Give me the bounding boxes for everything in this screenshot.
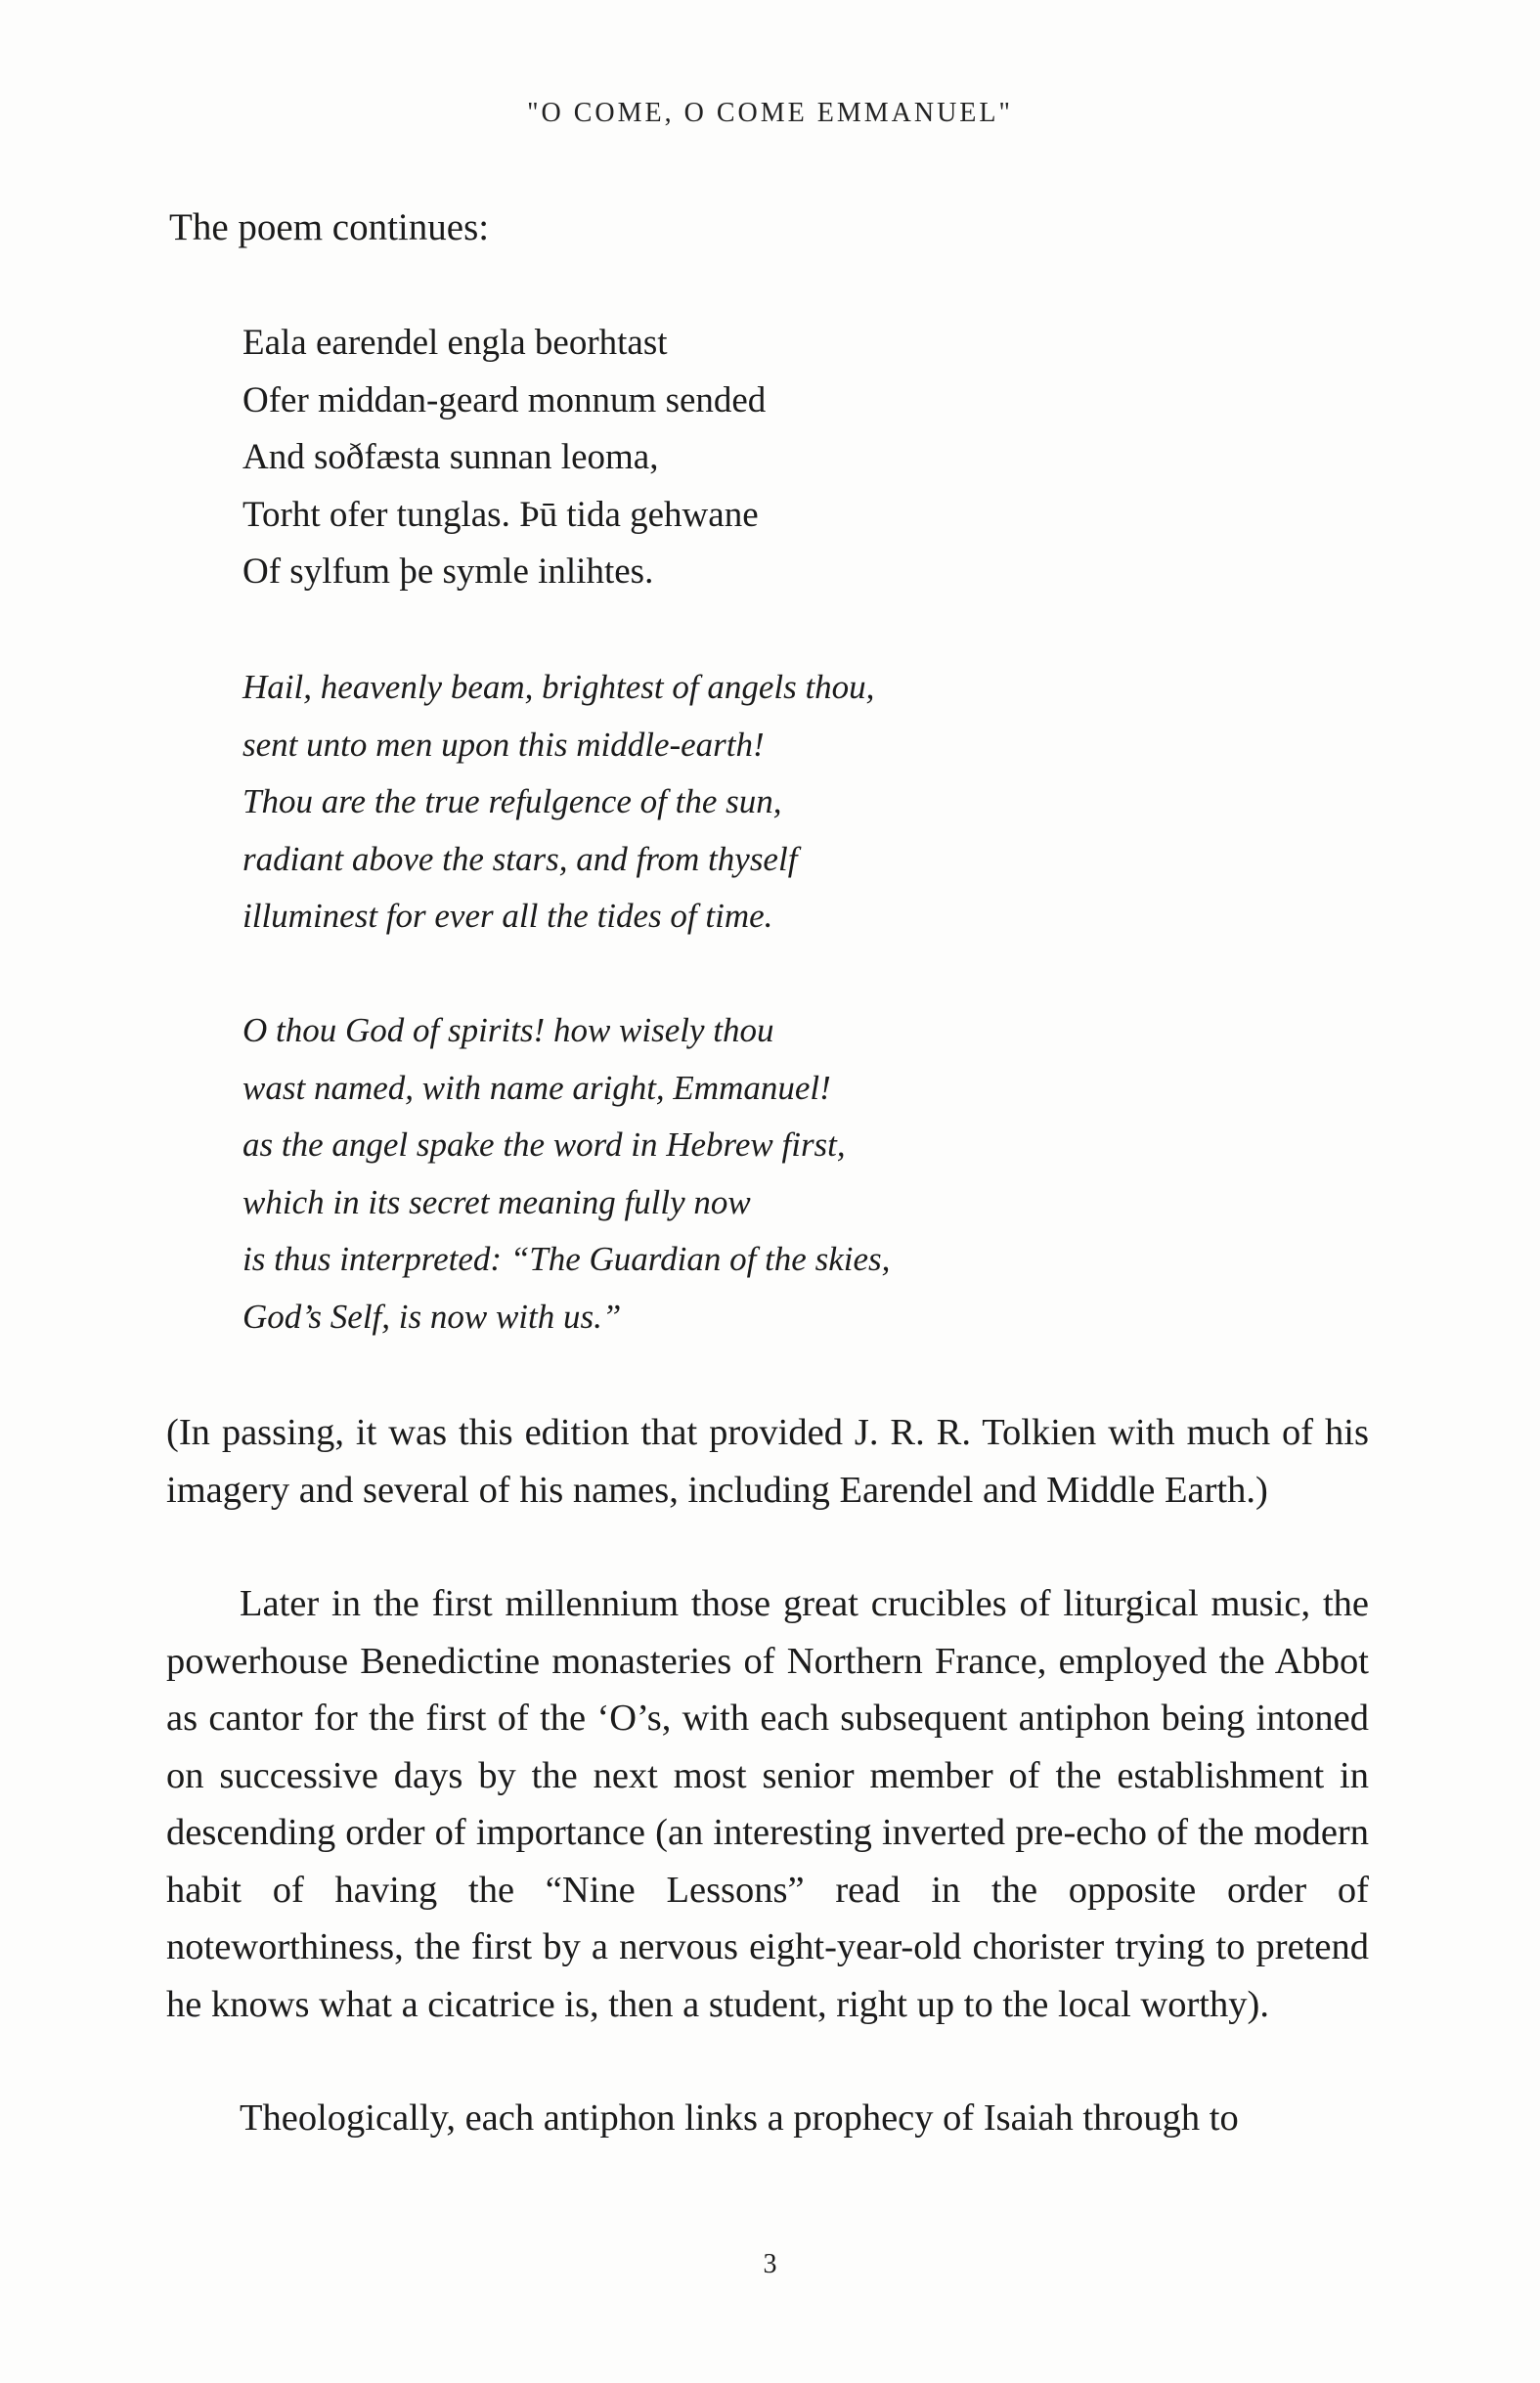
verse-line: O thou God of spirits! how wisely thou bbox=[242, 1011, 774, 1049]
verse-line: wast named, with name aright, Emmanuel! bbox=[242, 1068, 831, 1107]
verse-line: radiant above the stars, and from thyself bbox=[242, 839, 798, 878]
verse-line: illuminest for ever all the tides of time. bbox=[242, 897, 773, 935]
verse-line: Thou are the true refulgence of the sun, bbox=[242, 782, 782, 820]
paragraph-theology: Theologically, each antiphon links a prophecy of Isaiah through to bbox=[240, 2097, 1239, 2139]
verse-line: Ofer middan-geard monnum sended bbox=[242, 379, 767, 420]
verse-line: sent unto men upon this middle-earth! bbox=[242, 725, 765, 764]
verse-line: And soðfæsta sunnan leoma, bbox=[242, 437, 659, 477]
verse-line: as the angel spake the word in Hebrew first, bbox=[242, 1125, 846, 1164]
verse-line: Torht ofer tunglas. Þū tida gehwane bbox=[242, 494, 759, 535]
old-english-verse bbox=[242, 315, 766, 601]
page-number: 3 bbox=[763, 2249, 777, 2279]
verse-line: Hail, heavenly beam, brightest of angels thou, bbox=[242, 668, 875, 706]
verse-line: Of sylfum þe symle inlihtes. bbox=[242, 552, 654, 592]
verse-line: Eala earendel engla beorhtast bbox=[242, 323, 668, 363]
paragraph-benedictine: Later in the first millennium those great crucibles of liturgical music, the powerhouse Benedictine monasteries of Northern France, employed the Abbot as cantor for the first of the ‘O’s, with each subsequent antiphon being intoned on successive days by the next most senior member of the establishment in descending order of importance (an interesting inverted pre-echo of the modern habit of having the “Nine Lessons” read in the opposite order of noteworthiness, the first by a nervous eight-year-old chorister trying to pretend he knows what a cicatrice is, then a student, right up to the local worthy). bbox=[166, 1583, 1369, 2025]
translation-stanza-2 bbox=[242, 1002, 890, 1346]
verse-line: is thus interpreted: “The Guardian of the skies, bbox=[242, 1240, 891, 1278]
verse-line: which in its secret meaning fully now bbox=[242, 1182, 751, 1221]
intro-line: The poem continues: bbox=[169, 206, 490, 248]
running-head: "O COME, O COME EMMANUEL" bbox=[527, 98, 1013, 128]
translation-stanza-1 bbox=[242, 659, 874, 946]
verse-line: God’s Self, is now with us.” bbox=[242, 1297, 622, 1336]
paragraph-tolkien: (In passing, it was this edition that provided J. R. R. Tolkien with much of his imagery and several of his names, including Earendel and Middle Earth.) bbox=[166, 1412, 1369, 1511]
